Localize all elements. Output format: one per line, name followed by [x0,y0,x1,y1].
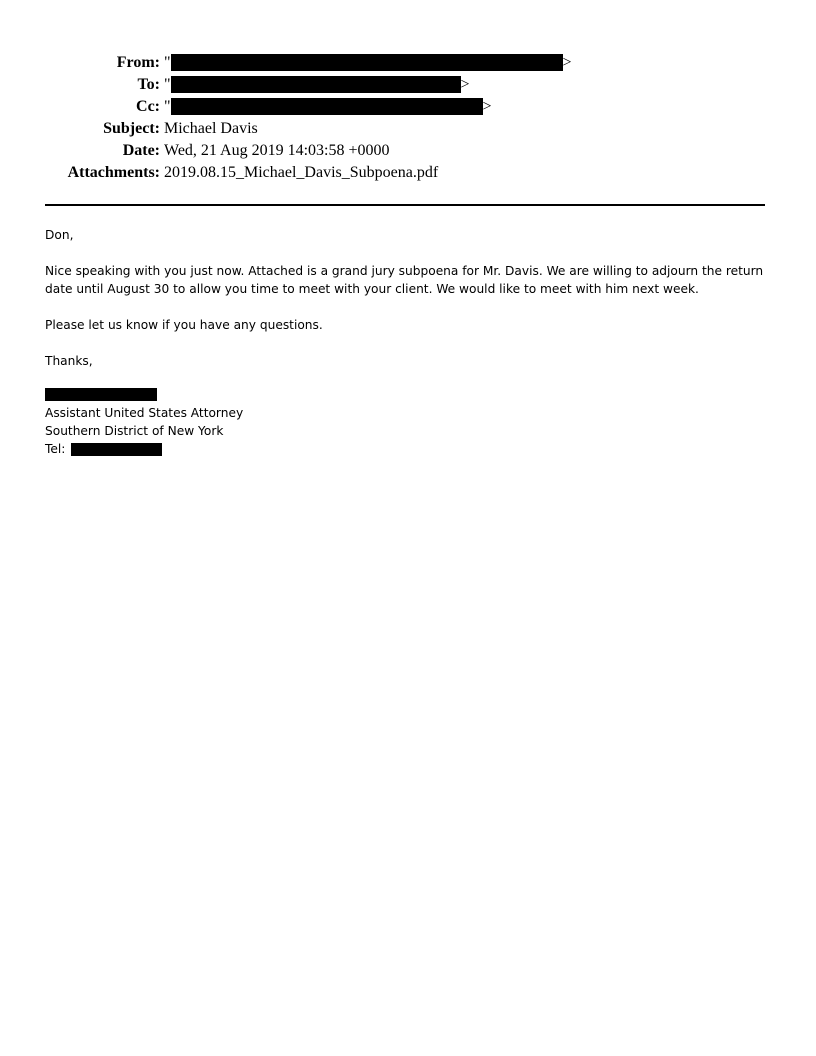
subject-label: Subject: [103,120,160,137]
tel-label: Tel: [45,442,66,456]
from-label: From: [116,54,160,71]
attachment-filename: 2019.08.15_Michael_Davis_Subpoena.pdf [164,164,439,181]
to-row [0,74,816,96]
cc-close: > [482,98,492,115]
greeting: Don, [45,228,74,242]
from-quote: " [164,54,171,71]
cc-label: Cc: [136,98,160,115]
body-paragraph-1: Nice speaking with you just now. Attached is a grand jury subpoena for Mr. Davis. We are willing to adjourn the return date until August 30 to allow you time to meet with your client. We would like to meet with him next week. [45,264,764,296]
header-divider [45,204,765,206]
from-close: > [562,54,572,71]
from-row [0,52,816,74]
body-paragraph-2: Please let us know if you have any questions. [45,318,323,332]
subject-value: Michael Davis [164,120,258,137]
closing: Thanks, [45,354,93,368]
signature-office: Southern District of New York [45,424,224,438]
email-body [45,226,765,458]
tel-redaction [71,443,162,456]
to-quote: " [164,76,171,93]
date-value: Wed, 21 Aug 2019 14:03:58 +0000 [164,142,390,159]
to-close: > [460,76,470,93]
subject-row [0,118,816,140]
cc-row [0,96,816,118]
from-redaction [171,54,563,71]
signature-tel [45,440,765,458]
signature-title: Assistant United States Attorney [45,406,244,420]
attachments-row [0,162,816,184]
email-header [0,52,816,184]
cc-value [164,96,492,118]
signature-block [45,388,765,458]
to-value [164,74,470,96]
to-redaction [171,76,461,93]
cc-quote: " [164,98,171,115]
signature-name-redaction [45,388,157,401]
to-label: To: [137,76,160,93]
date-label: Date: [122,142,160,159]
date-row [0,140,816,162]
cc-redaction [171,98,483,115]
from-value [164,52,572,74]
attachments-label: Attachments: [67,164,160,181]
